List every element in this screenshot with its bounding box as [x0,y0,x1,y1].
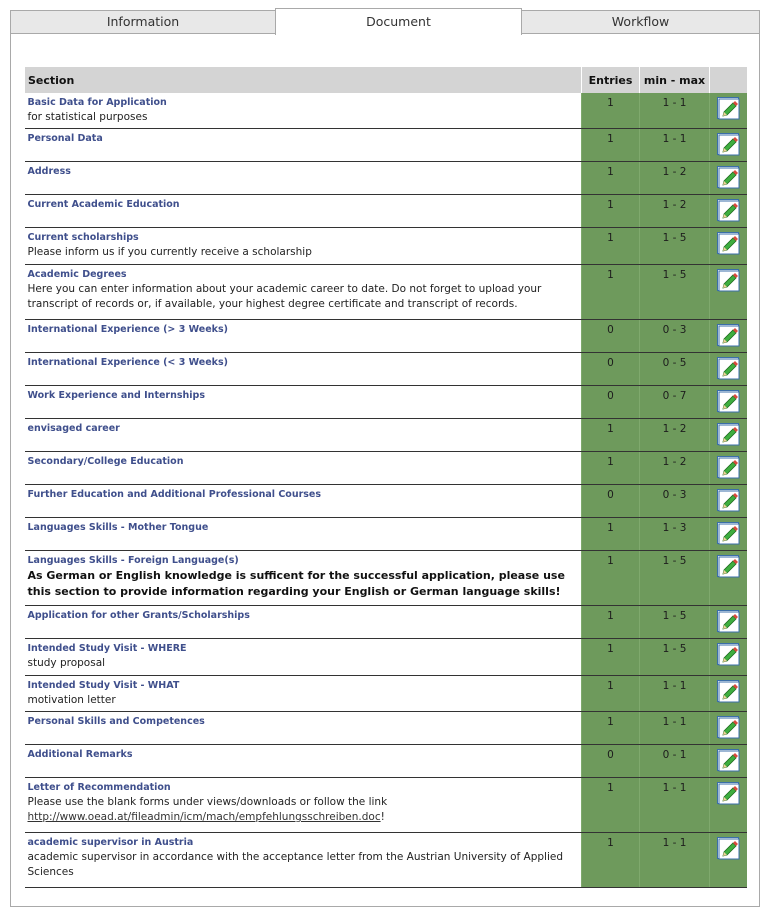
action-cell [710,778,747,833]
header-action [710,67,747,93]
section-title[interactable]: Secondary/College Education [27,456,184,467]
min-max-range: 1 - 3 [640,518,710,551]
section-title[interactable]: Work Experience and Internships [27,390,206,401]
header-section: Section [25,67,582,93]
link-suffix: ! [380,811,385,823]
section-cell [25,162,582,195]
edit-pencil-icon[interactable] [717,390,739,412]
entries-count: 1 [582,195,640,228]
action-cell [710,93,747,129]
edit-pencil-icon[interactable] [717,643,739,665]
table-row [25,353,747,386]
section-title[interactable]: Further Education and Additional Professional Courses [27,489,322,500]
edit-pencil-icon[interactable] [717,782,739,804]
min-max-range: 1 - 1 [640,129,710,162]
edit-pencil-icon[interactable] [717,555,739,577]
action-cell [710,265,747,320]
action-cell [710,606,747,639]
entries-count: 1 [582,129,640,162]
entries-count: 1 [582,228,640,265]
edit-pencil-icon[interactable] [717,97,739,119]
table-row [25,485,747,518]
entries-count: 0 [582,386,640,419]
min-max-range: 0 - 3 [640,485,710,518]
section-description: Here you can enter information about your academic career to date. Do not forget to upload your transcript of records or, if available, your highest degree certificate and transcript of records. [27,283,542,310]
edit-pencil-icon[interactable] [717,166,739,188]
min-max-range: 1 - 1 [640,676,710,712]
table-row [25,320,747,353]
section-title[interactable]: Intended Study Visit - WHERE [27,643,187,654]
edit-pencil-icon[interactable] [717,610,739,632]
action-cell [710,676,747,712]
table-row [25,386,747,419]
min-max-range: 0 - 5 [640,353,710,386]
action-cell [710,195,747,228]
min-max-range: 1 - 2 [640,195,710,228]
section-description: study proposal [27,657,106,669]
entries-count: 1 [582,452,640,485]
section-title[interactable]: academic supervisor in Austria [27,837,194,848]
table-row [25,129,747,162]
min-max-range: 0 - 1 [640,745,710,778]
min-max-range: 1 - 1 [640,712,710,745]
section-title[interactable]: International Experience (> 3 Weeks) [27,324,228,335]
entries-count: 1 [582,606,640,639]
header-entries: Entries [582,67,640,93]
section-cell [25,386,582,419]
entries-count: 1 [582,265,640,320]
tab-document[interactable]: Document [275,8,522,35]
table-row [25,639,747,676]
table-row [25,265,747,320]
section-cell [25,639,582,676]
section-cell [25,606,582,639]
min-max-range: 1 - 5 [640,551,710,606]
section-cell [25,320,582,353]
min-max-range: 0 - 7 [640,386,710,419]
table-row [25,93,747,129]
section-cell [25,712,582,745]
section-title[interactable]: Languages Skills - Foreign Language(s) [27,555,239,566]
entries-count: 1 [582,419,640,452]
section-description: for statistical purposes [27,111,148,123]
edit-pencil-icon[interactable] [717,269,739,291]
section-title[interactable]: Intended Study Visit - WHAT [27,680,180,691]
section-cell [25,195,582,228]
tab-workflow[interactable]: Workflow [521,10,760,34]
section-description: Please inform us if you currently receive a scholarship [27,246,312,258]
entries-count: 0 [582,485,640,518]
sections-table [24,67,747,888]
section-cell [25,778,582,833]
tab-bar [10,8,760,34]
section-title[interactable]: Languages Skills - Mother Tongue [27,522,209,533]
action-cell [710,419,747,452]
section-cell [25,676,582,712]
action-cell [710,485,747,518]
action-cell [710,320,747,353]
entries-count: 0 [582,320,640,353]
section-title[interactable]: Letter of Recommendation [27,782,171,793]
action-cell [710,386,747,419]
edit-pencil-icon[interactable] [717,232,739,254]
table-row [25,606,747,639]
edit-pencil-icon[interactable] [717,749,739,771]
entries-count: 1 [582,778,640,833]
edit-pencil-icon[interactable] [717,133,739,155]
action-cell [710,518,747,551]
section-title[interactable]: Academic Degrees [27,269,127,280]
entries-count: 1 [582,639,640,676]
header-min-max: min - max [640,67,710,93]
min-max-range: 1 - 1 [640,833,710,888]
tab-information[interactable]: Information [10,10,276,34]
min-max-range: 1 - 5 [640,606,710,639]
min-max-range: 0 - 3 [640,320,710,353]
action-cell [710,833,747,888]
table-row [25,228,747,265]
edit-pencil-icon[interactable] [717,837,739,859]
min-max-range: 1 - 5 [640,265,710,320]
min-max-range: 1 - 2 [640,162,710,195]
section-cell [25,228,582,265]
edit-pencil-icon[interactable] [717,357,739,379]
min-max-range: 1 - 1 [640,778,710,833]
section-cell [25,452,582,485]
section-cell [25,518,582,551]
recommendation-link[interactable]: http://www.oead.at/fileadmin/icm/mach/empfehlungsschreiben.doc [27,811,381,823]
section-title[interactable]: envisaged career [27,423,120,434]
entries-count: 1 [582,551,640,606]
table-row [25,551,747,606]
table-row [25,778,747,833]
section-cell [25,833,582,888]
action-cell [710,228,747,265]
section-title[interactable]: Personal Data [27,133,103,144]
table-row [25,195,747,228]
action-cell [710,639,747,676]
section-cell [25,551,582,606]
section-description: Please use the blank forms under views/downloads or follow the link [27,796,388,808]
edit-pencil-icon[interactable] [717,324,739,346]
entries-count: 1 [582,93,640,129]
action-cell [710,551,747,606]
action-cell [710,353,747,386]
section-cell [25,485,582,518]
entries-count: 1 [582,518,640,551]
section-title[interactable]: Additional Remarks [27,749,133,760]
table-header-row [25,67,747,93]
section-description-bold: As German or English knowledge is sufficent for the successful application, please use this section to provide information regarding your English or German language skills! [27,569,565,598]
table-row [25,162,747,195]
action-cell [710,129,747,162]
section-title[interactable]: Current Academic Education [27,199,180,210]
document-panel [10,33,760,907]
edit-pencil-icon[interactable] [717,489,739,511]
section-cell [25,265,582,320]
section-title[interactable]: Personal Skills and Competences [27,716,205,727]
table-row [25,833,747,888]
table-row [25,712,747,745]
section-title[interactable]: Address [27,166,71,177]
min-max-range: 1 - 5 [640,639,710,676]
section-cell [25,419,582,452]
table-body [25,93,747,888]
min-max-range: 1 - 2 [640,419,710,452]
edit-pencil-icon[interactable] [717,423,739,445]
table-row [25,518,747,551]
action-cell [710,452,747,485]
entries-count: 0 [582,353,640,386]
edit-pencil-icon[interactable] [717,199,739,221]
section-title[interactable]: Application for other Grants/Scholarships [27,610,250,621]
section-cell [25,129,582,162]
min-max-range: 1 - 2 [640,452,710,485]
section-cell [25,745,582,778]
section-cell [25,93,582,129]
table-row [25,419,747,452]
edit-pencil-icon[interactable] [717,680,739,702]
section-title[interactable]: Current scholarships [27,232,139,243]
edit-pencil-icon[interactable] [717,456,739,478]
table-row [25,452,747,485]
min-max-range: 1 - 1 [640,93,710,129]
section-description: motivation letter [27,694,116,706]
entries-count: 1 [582,833,640,888]
entries-count: 1 [582,712,640,745]
section-description: academic supervisor in accordance with the acceptance letter from the Austrian University of Applied Sciences [27,851,563,878]
action-cell [710,712,747,745]
action-cell [710,745,747,778]
entries-count: 1 [582,676,640,712]
edit-pencil-icon[interactable] [717,522,739,544]
min-max-range: 1 - 5 [640,228,710,265]
entries-count: 0 [582,745,640,778]
entries-count: 1 [582,162,640,195]
action-cell [710,162,747,195]
section-title[interactable]: International Experience (< 3 Weeks) [27,357,228,368]
table-row [25,745,747,778]
table-row [25,676,747,712]
section-title[interactable]: Basic Data for Application [27,97,167,108]
link-line [28,810,579,825]
edit-pencil-icon[interactable] [717,716,739,738]
section-cell [25,353,582,386]
